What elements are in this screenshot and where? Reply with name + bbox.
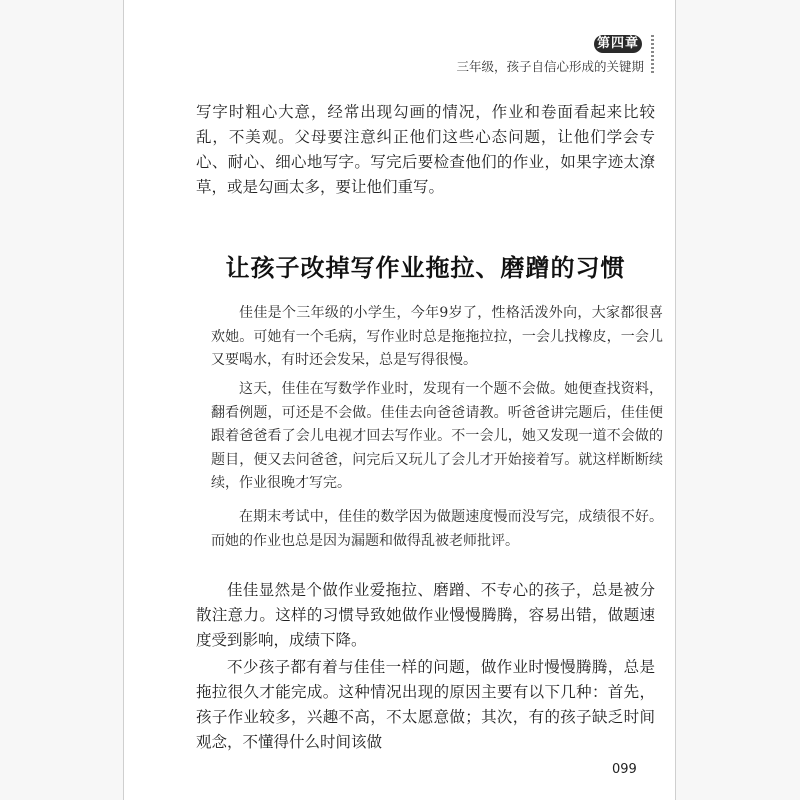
story-paragraph-3: 在期末考试中，佳佳的数学因为做题速度慢而没写完，成绩很不好。而她的作业也总是因为漏题和做得乱被老师批评。 <box>211 509 663 549</box>
story-paragraph-1: 佳佳是个三年级的小学生，今年9岁了，性格活泼外向，大家都很喜欢她。可她有一个毛病，写作业时总是拖拖拉拉，一会儿找橡皮，一会儿又要喝水，有时还会发呆，总是写得很慢。 <box>211 305 663 368</box>
analysis-paragraph-1: 佳佳显然是个做作业爱拖拉、磨蹭、不专心的孩子，总是被分散注意力。这样的习惯导致她做作业慢慢腾腾，容易出错，做题速度受到影响，成绩下降。 <box>196 581 655 649</box>
header-divider <box>651 35 654 75</box>
page-number: 099 <box>612 762 637 777</box>
right-margin <box>676 0 800 800</box>
story-paragraph-2: 这天，佳佳在写数学作业时，发现有一个题不会做。她便查找资料，翻看例题，可还是不会做。佳佳去向爸爸请教。听爸爸讲完题后，佳佳便跟着爸爸看了会儿电视才回去写作业。不一会儿，她又发现一道不会做的题目，便又去问爸爸，问完后又玩儿了会儿才开始接着写。就这样断断续续，作业很晚才写完。 <box>211 381 663 491</box>
left-margin <box>0 0 123 800</box>
intro-paragraph: 写字时粗心大意，经常出现勾画的情况，作业和卷面看起来比较乱，不美观。父母要注意纠正他们这些心态问题，让他们学会专心、耐心、细心地写字。写完后要检查他们的作业，如果字迹太潦草，或是勾画太多，要让他们重写。 <box>196 103 655 196</box>
section-title: 让孩子改掉写作业拖拉、磨蹭的习惯 <box>225 253 626 282</box>
page-edge-right <box>675 0 676 800</box>
chapter-badge: 第四章 <box>594 35 642 53</box>
page-edge-left <box>123 0 124 800</box>
running-head: 三年级，孩子自信心形成的关键期 <box>456 59 644 74</box>
analysis-paragraph-2: 不少孩子都有着与佳佳一样的问题，做作业时慢慢腾腾，总是拖拉很久才能完成。这种情况出现的原因主要有以下几种：首先，孩子作业较多，兴趣不高，不太愿意做；其次，有的孩子缺乏时间观念，不懂得什么时间该做 <box>196 658 655 751</box>
